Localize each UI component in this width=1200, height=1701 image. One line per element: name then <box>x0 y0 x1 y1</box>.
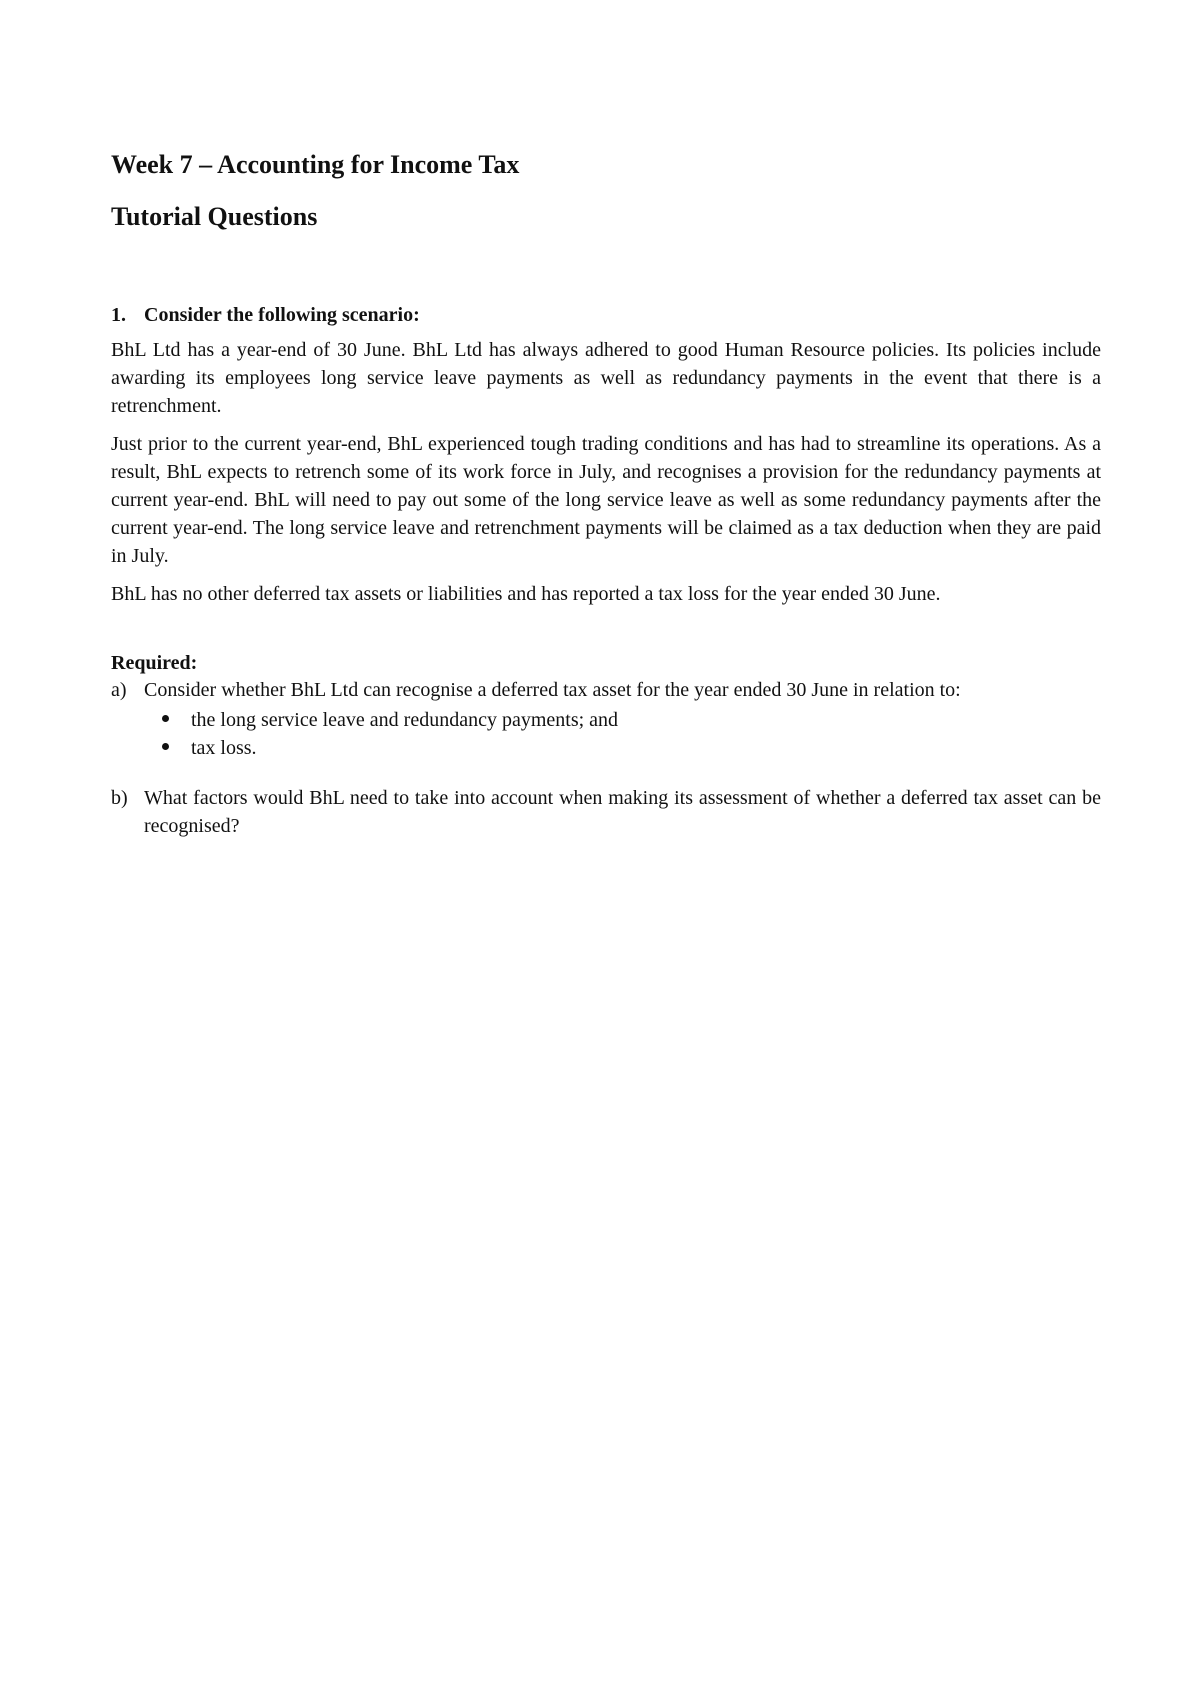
sub-question-body <box>144 676 1101 762</box>
question-1-heading <box>111 302 1101 328</box>
page-subtitle: Tutorial Questions <box>111 202 318 231</box>
list-item <box>144 734 1101 762</box>
question-heading-text: Consider the following scenario: <box>144 304 420 326</box>
question-number: 1. <box>111 304 126 326</box>
document-content <box>111 150 1101 840</box>
list-item-text: the long service leave and redundancy payments; and <box>191 709 619 731</box>
bullet-icon <box>162 743 169 750</box>
required-label: Required: <box>111 652 198 674</box>
sub-question-text: What factors would BhL need to take into account when making its assessment of whether a deferred tax asset can be recognised? <box>144 787 1101 837</box>
page-title: Week 7 – Accounting for Income Tax <box>111 150 520 179</box>
scenario-paragraph-2: Just prior to the current year-end, BhL experienced tough trading conditions and has had to streamline its operations. As a result, BhL expects to retrench some of its work force in July, and recognises a provision for the redundancy payments at current year-end. BhL will need to pay out some of the long service leave as well as some redundancy payments after the current year-end. The long service leave and retrenchment payments will be claimed as a tax deduction when they are paid in July. <box>111 433 1101 567</box>
bullet-list <box>144 706 1101 762</box>
list-item <box>144 706 1101 734</box>
list-item-text: tax loss. <box>191 737 257 759</box>
scenario-paragraph-3: BhL has no other deferred tax assets or liabilities and has reported a tax loss for the year ended 30 June. <box>111 583 941 605</box>
sub-question-text: Consider whether BhL Ltd can recognise a deferred tax asset for the year ended 30 June in relation to: <box>144 679 961 701</box>
bullet-icon <box>162 715 169 722</box>
sub-question-a <box>111 676 1101 762</box>
sub-question-b <box>111 784 1101 840</box>
sub-question-letter: b) <box>111 787 128 809</box>
sub-question-letter: a) <box>111 679 127 701</box>
scenario-paragraph-1: BhL Ltd has a year-end of 30 June. BhL Ltd has always adhered to good Human Resource policies. Its policies include awarding its employees long service leave payments as well as redundancy payments in the event that there is a retrenchment. <box>111 339 1101 417</box>
